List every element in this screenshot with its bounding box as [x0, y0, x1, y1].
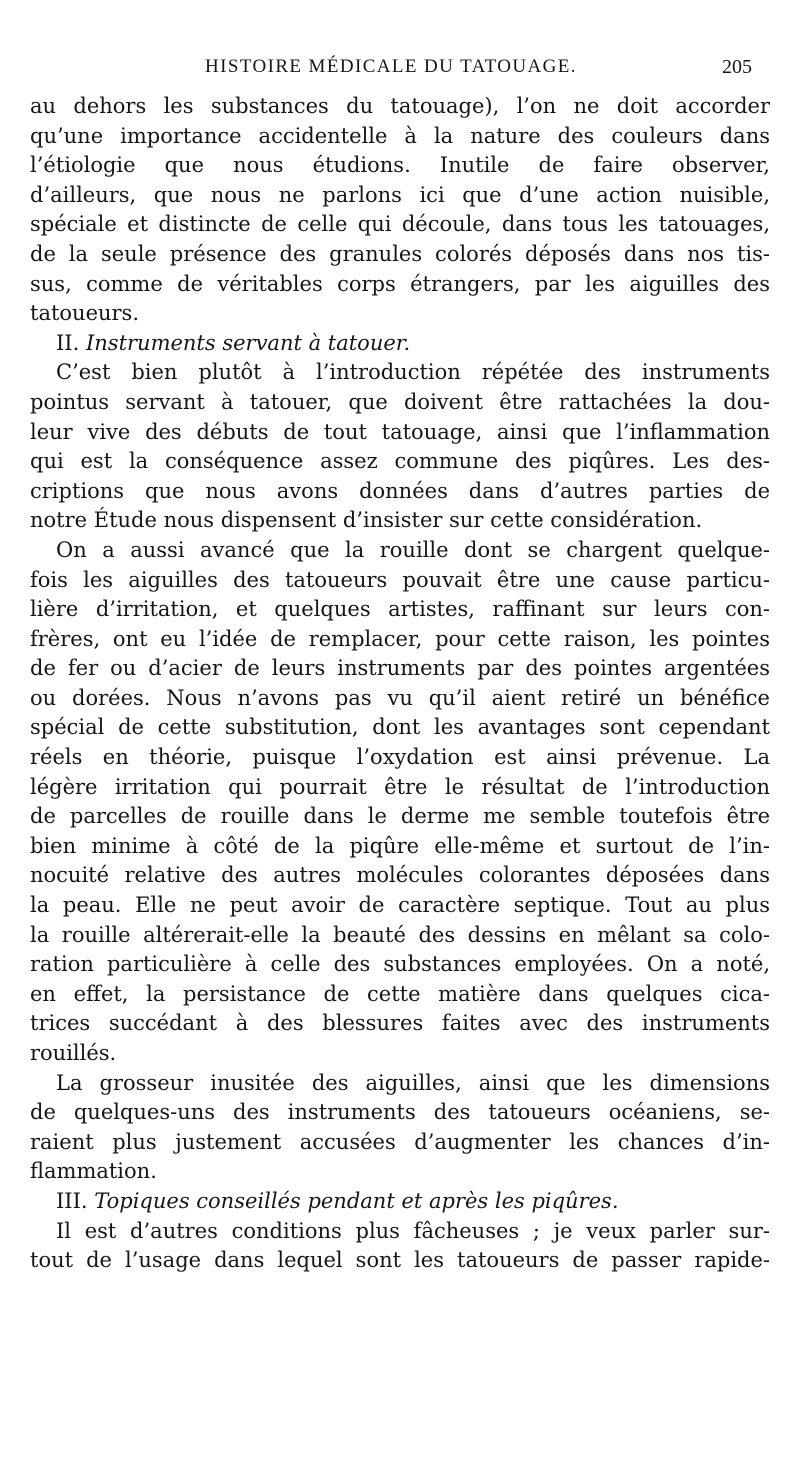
text-line: la rouille altérerait-elle la beauté des dessins en mêlant sa colo-	[30, 922, 770, 947]
text-line: de quelques-uns des instruments des tatoueurs océaniens, se-	[30, 1100, 770, 1125]
text-line: qu’une importance accidentelle à la nature des couleurs dans	[30, 123, 770, 148]
text-line: notre Étude nous dispensent d’insister sur cette considération.	[30, 508, 703, 533]
text-line: leur vive des débuts de tout tatouage, ainsi que l’inflammation	[30, 419, 770, 444]
text-line: réels en théorie, puisque l’oxydation est ainsi prévenue. La	[30, 745, 770, 770]
section-number: II.	[56, 330, 80, 355]
page-number: 205	[722, 56, 752, 78]
text-line: frères, ont eu l’idée de remplacer, pour cette raison, les pointes	[30, 626, 770, 651]
text-line: criptions que nous avons données dans d’autres parties de	[30, 478, 770, 503]
text-line: de la seule présence des granules colorés déposés dans nos tis-	[30, 241, 770, 266]
text-line: tatoueurs.	[30, 301, 140, 326]
text-line: Il est d’autres conditions plus fâcheuses ; je veux parler sur-	[56, 1218, 770, 1243]
text-line: légère irritation qui pourrait être le résultat de l’introduction	[30, 774, 770, 799]
text-line: de parcelles de rouille dans le derme me semble toutefois être	[30, 804, 770, 829]
page-header	[0, 56, 800, 90]
text-line: trices succédant à des blessures faites avec des instruments	[30, 1011, 770, 1036]
text-line: l’étiologie que nous étudions. Inutile de faire observer,	[30, 153, 770, 178]
section-heading	[30, 1187, 770, 1217]
section-number: III.	[56, 1188, 88, 1213]
text-line: La grosseur inusitée des aiguilles, ainsi que les dimensions	[56, 1070, 770, 1095]
text-line: flammation.	[30, 1159, 157, 1184]
text-line: On a aussi avancé que la rouille dont se chargent quelque-	[56, 537, 770, 562]
section-title: Topiques conseillés pendant et après les piqûres.	[94, 1188, 619, 1213]
body-text	[30, 92, 770, 1276]
text-line: ou dorées. Nous n’avons pas vu qu’il aient retiré un bénéfice	[30, 685, 770, 710]
text-line: pointus servant à tatouer, que doivent être rattachées la dou-	[30, 389, 770, 414]
text-line: de fer ou d’acier de leurs instruments par des pointes argentées	[30, 656, 770, 681]
text-line: nocuité relative des autres molécules colorantes déposées dans	[30, 863, 770, 888]
text-line: fois les aiguilles des tatoueurs pouvait être une cause particu-	[30, 567, 770, 592]
text-line: d’ailleurs, que nous ne parlons ici que d’une action nuisible,	[30, 182, 770, 207]
text-line: rouillés.	[30, 1041, 117, 1065]
text-line: sus, comme de véritables corps étrangers, par les aiguilles des	[30, 271, 770, 296]
text-line: lière d’irritation, et quelques artistes, raffinant sur leurs con-	[30, 597, 770, 622]
text-line: spéciale et distincte de celle qui découle, dans tous les tatouages,	[30, 212, 770, 237]
text-line: qui est la conséquence assez commune des piqûres. Les des-	[30, 449, 770, 474]
text-line: la peau. Elle ne peut avoir de caractère septique. Tout au plus	[30, 893, 770, 918]
text-line: tout de l’usage dans lequel sont les tatoueurs de passer rapide-	[30, 1248, 770, 1273]
text-line: C’est bien plutôt à l’introduction répétée des instruments	[56, 360, 770, 385]
text-line: ration particulière à celle des substances employées. On a noté,	[30, 952, 770, 977]
text-line: bien minime à côté de la piqûre elle-même et surtout de l’in-	[30, 833, 770, 858]
running-title: HISTOIRE MÉDICALE DU TATOUAGE.	[205, 56, 577, 77]
section-title: Instruments servant à tatouer.	[85, 330, 411, 355]
section-heading	[30, 329, 770, 359]
text-line: raient plus justement accusées d’augmenter les chances d’in-	[30, 1129, 770, 1154]
text-line: en effet, la persistance de cette matière dans quelques cica-	[30, 981, 770, 1006]
text-line: spécial de cette substitution, dont les avantages sont cependant	[30, 715, 770, 740]
text-line: au dehors les substances du tatouage), l’on ne doit accorder	[30, 94, 770, 118]
